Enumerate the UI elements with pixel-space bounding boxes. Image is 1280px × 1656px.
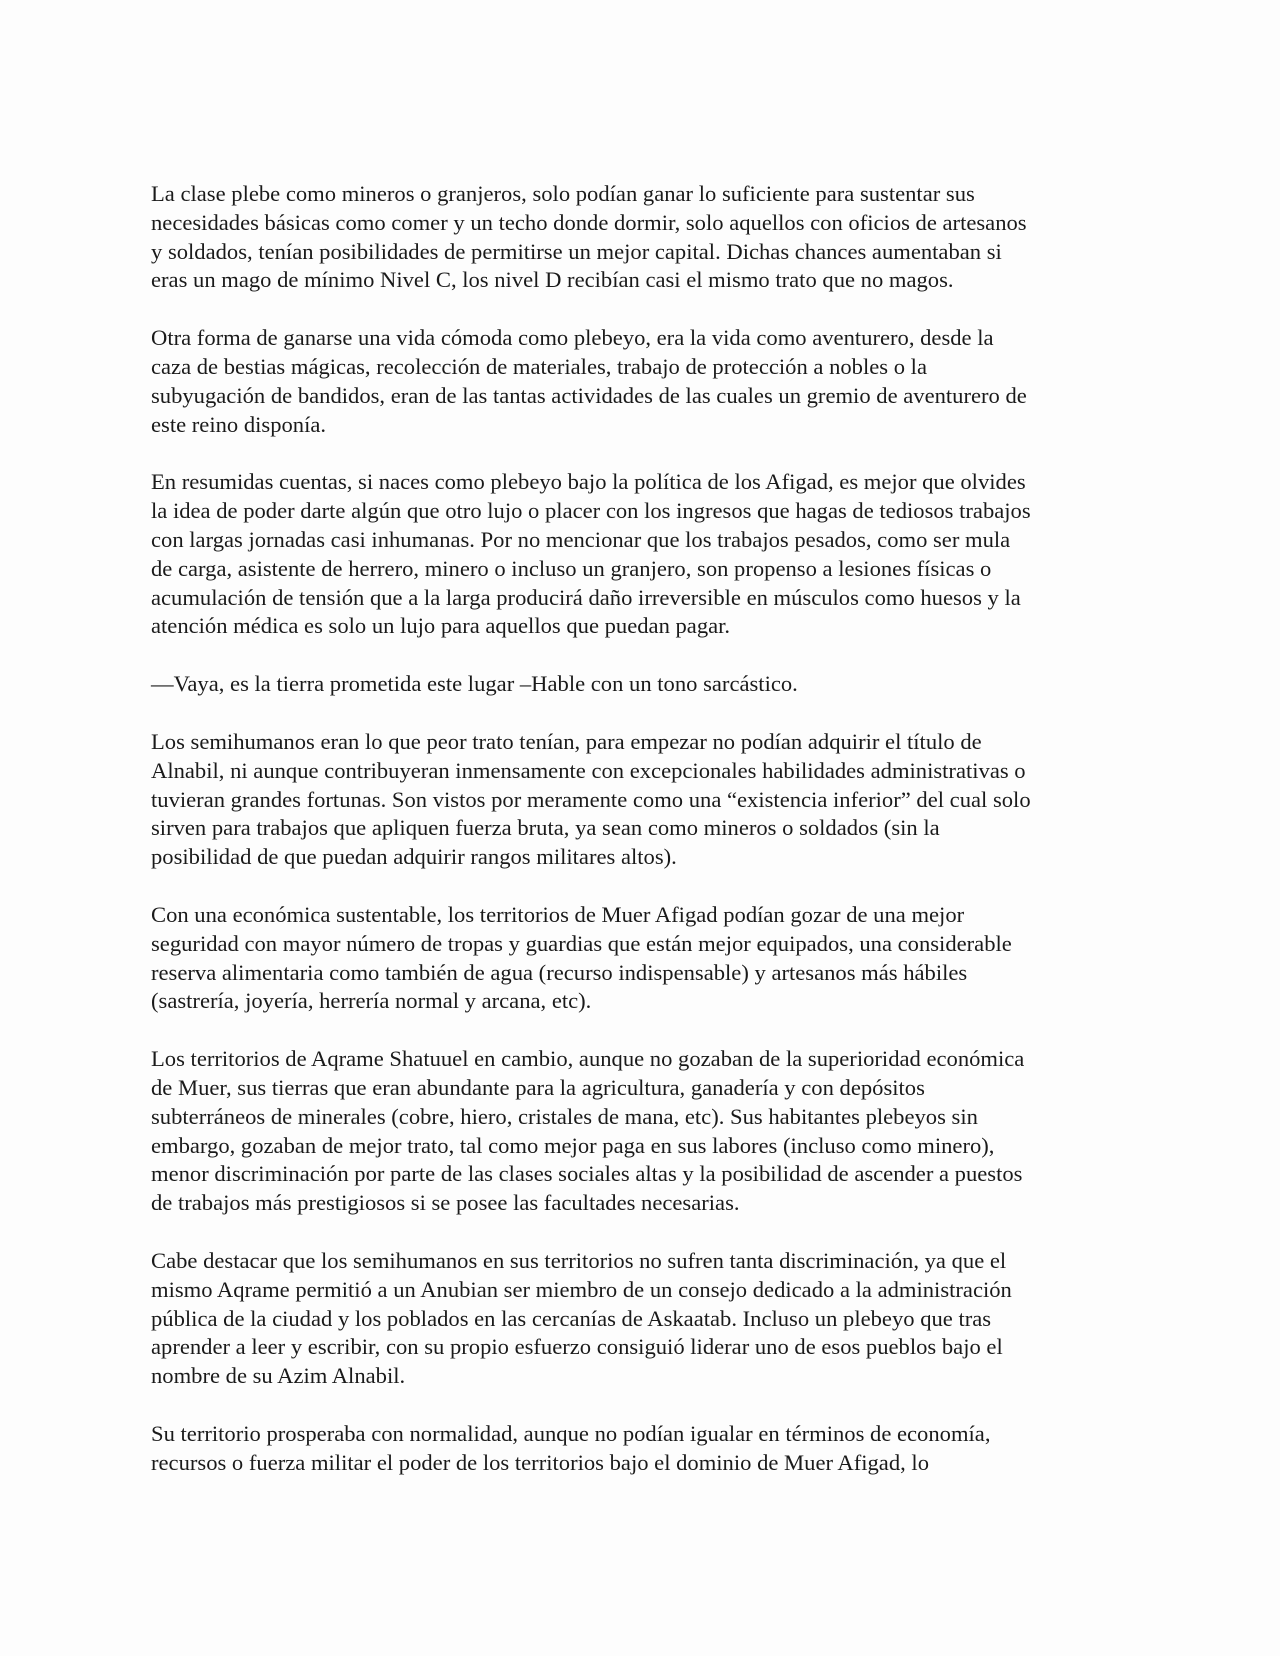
text-line: con largas jornadas casi inhumanas. Por no mencionar que los trabajos pesados, como ser mula (151, 526, 1011, 552)
text-line: embargo, gozaban de mejor trato, tal como mejor paga en sus labores (incluso como minero), (151, 1132, 995, 1158)
text-line: posibilidad de que puedan adquirir rangos militares altos). (151, 844, 677, 870)
text-line: y soldados, tenían posibilidades de permitirse un mejor capital. Dichas chances aumentaban si (151, 238, 1002, 264)
text-line: Otra forma de ganarse una vida cómoda como plebeyo, era la vida como aventurero, desde la (151, 325, 994, 351)
text-line: este reino disponía. (151, 411, 327, 437)
text-line: nombre de su Azim Alnabil. (151, 1363, 406, 1389)
paragraph (151, 1420, 1141, 1478)
text-line: Su territorio prosperaba con normalidad, aunque no podían igualar en términos de economía, (151, 1420, 991, 1446)
text-line: recursos o fuerza militar el poder de los territorios bajo el dominio de Muer Afigad, lo (151, 1449, 930, 1475)
text-line: Alnabil, ni aunque contribuyeran inmensamente con excepcionales habilidades administrativas o (151, 757, 1026, 783)
text-line: la idea de poder darte algún que otro lujo o placer con los ingresos que hagas de tediosos trabajos (151, 498, 1031, 524)
dialogue-paragraph (151, 670, 1141, 699)
text-line: menor discriminación por parte de las clases sociales altas y la posibilidad de ascender a puestos (151, 1161, 1023, 1187)
text-line: caza de bestias mágicas, recolección de materiales, trabajo de protección a nobles o la (151, 353, 927, 379)
text-line: de Muer, sus tierras que eran abundante para la agricultura, ganadería y con depósitos (151, 1074, 925, 1100)
text-line: mismo Aqrame permitió a un Anubian ser miembro de un consejo dedicado a la administración (151, 1276, 1012, 1302)
text-line: necesidades básicas como comer y un techo donde dormir, solo aquellos con oficios de artesanos (151, 209, 1027, 235)
text-line: de trabajos más prestigiosos si se posee las facultades necesarias. (151, 1190, 740, 1216)
text-line: sirven para trabajos que apliquen fuerza bruta, ya sean como mineros o soldados (sin la (151, 815, 940, 841)
text-line: atención médica es solo un lujo para aquellos que puedan pagar. (151, 613, 731, 639)
paragraph (151, 1045, 1141, 1218)
document-body (151, 180, 1141, 1506)
paragraph (151, 324, 1141, 439)
text-line: tuvieran grandes fortunas. Son vistos por meramente como una “existencia inferior” del cual solo (151, 786, 1031, 812)
text-line: —Vaya, es la tierra prometida este lugar –Hable con un tono sarcástico. (151, 671, 798, 697)
text-line: (sastrería, joyería, herrería normal y arcana, etc). (151, 988, 592, 1014)
text-line: Los territorios de Aqrame Shatuuel en cambio, aunque no gozaban de la superioridad económica (151, 1046, 1025, 1072)
text-line: eras un mago de mínimo Nivel C, los nivel D recibían casi el mismo trato que no magos. (151, 267, 954, 293)
paragraph (151, 180, 1141, 295)
paragraph (151, 728, 1141, 872)
paragraph (151, 901, 1141, 1016)
text-line: La clase plebe como mineros o granjeros, solo podían ganar lo suficiente para sustentar sus (151, 181, 975, 206)
text-line: seguridad con mayor número de tropas y guardias que están mejor equipados, una considerable (151, 930, 1012, 956)
paragraph (151, 1247, 1141, 1391)
text-line: de carga, asistente de herrero, minero o incluso un granjero, son propenso a lesiones físicas o (151, 555, 992, 581)
text-line: subterráneos de minerales (cobre, hiero, cristales de mana, etc). Sus habitantes plebeyos sin (151, 1103, 978, 1129)
text-line: reserva alimentaria como también de agua (recurso indispensable) y artesanos más hábiles (151, 959, 968, 985)
text-line: pública de la ciudad y los poblados en las cercanías de Askaatab. Incluso un plebeyo que tras (151, 1305, 992, 1331)
text-line: aprender a leer y escribir, con su propio esfuerzo consiguió liderar uno de esos pueblos bajo el (151, 1334, 1003, 1360)
text-line: Los semihumanos eran lo que peor trato tenían, para empezar no podían adquirir el título de (151, 728, 982, 754)
text-line: Cabe destacar que los semihumanos en sus territorios no sufren tanta discriminación, ya que el (151, 1247, 1007, 1273)
text-line: En resumidas cuentas, si naces como plebeyo bajo la política de los Afigad, es mejor que olvides (151, 469, 1026, 495)
text-line: Con una económica sustentable, los territorios de Muer Afigad podían gozar de una mejor (151, 901, 965, 927)
text-line: acumulación de tensión que a la larga producirá daño irreversible en músculos como huesos y la (151, 584, 1021, 610)
paragraph (151, 468, 1141, 641)
text-line: subyugación de bandidos, eran de las tantas actividades de las cuales un gremio de aventurero de (151, 382, 1027, 408)
